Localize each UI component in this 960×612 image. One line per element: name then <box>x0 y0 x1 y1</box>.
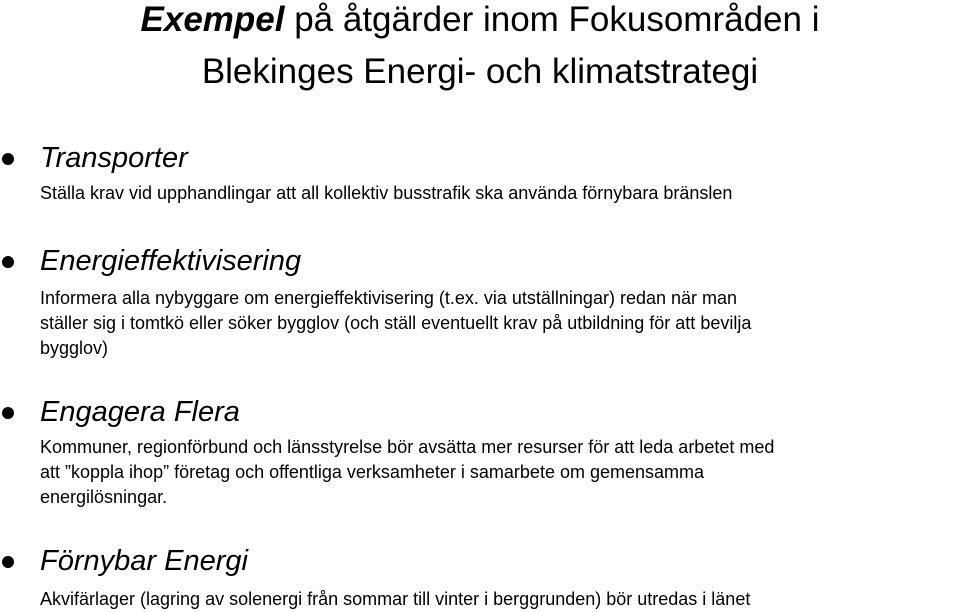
section-text-line: bygglov) <box>40 338 109 358</box>
section-text-line: Akvifärlager (lagring av solenergi från sommar till vinter i berggrunden) bör utredas i länet <box>40 589 751 609</box>
section-text-line: ställer sig i tomtkö eller söker bygglov (och ställ eventuellt krav på utbildning för att bevilja <box>40 313 752 333</box>
bullet-icon <box>2 407 14 419</box>
section-heading-fornybar-energi: Förnybar Energi <box>40 545 248 577</box>
section-heading-energieffektivisering: Energieffektivisering <box>40 245 302 277</box>
bullet-icon <box>2 256 14 268</box>
section-text-line: att ”koppla ihop” företag och offentliga verksamheter i samarbete om gemensamma <box>40 462 705 482</box>
section-text-line: energilösningar. <box>40 487 168 507</box>
section-text-line: Informera alla nybyggare om energieffektivisering (t.ex. via utställningar) redan när man <box>40 288 738 308</box>
section-heading-transporter: Transporter <box>40 142 188 174</box>
page-title-line-2: Blekinges Energi- och klimatstrategi <box>201 52 759 91</box>
bullet-icon <box>2 153 14 165</box>
page-title-line-1 <box>0 0 960 40</box>
bullet-icon <box>2 556 14 568</box>
section-heading-engagera-flera: Engagera Flera <box>40 396 240 428</box>
title-line-1-rest: på åtgärder inom Fokusområden i <box>284 0 820 39</box>
section-text-line: Kommuner, regionförbund och länsstyrelse bör avsätta mer resurser för att leda arbetet med <box>40 437 775 457</box>
title-emphasis: Exempel <box>140 0 285 39</box>
section-text-line: Ställa krav vid upphandlingar att all kollektiv busstrafik ska använda förnybara bränslen <box>40 183 733 203</box>
